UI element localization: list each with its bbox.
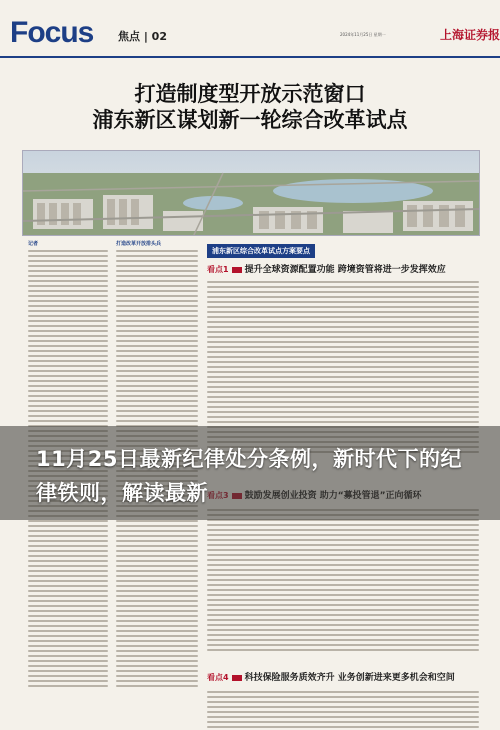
section-label: 焦点 | 02 (118, 30, 167, 43)
brand-name: 上海证券报 (440, 28, 500, 42)
subhead-1-text: 提升全球资源配置功能 跨境资管将进一步发挥效应 (244, 265, 446, 275)
banner-title: 11月25日最新纪律处分条例，新时代下的纪律铁则，解读最新 (36, 447, 462, 505)
subhead-1-num: 看点1 (207, 265, 229, 274)
newspaper-logo: Focus (10, 16, 94, 49)
dateline: 2024年11月25日 星期一 (340, 32, 386, 37)
subhead-4 (207, 670, 455, 683)
subhead-4-marker (232, 675, 242, 681)
aerial-photo (22, 150, 480, 236)
masthead (0, 0, 500, 58)
headline-line1: 打造制度型开放示范窗口 (134, 82, 366, 106)
subhead-4-text: 科技保险服务质效齐升 业务创新进来更多机会和空间 (244, 673, 455, 683)
aerial-city-image (23, 151, 480, 236)
subhead-4-num: 看点4 (207, 673, 229, 682)
headline-line2: 浦东新区谋划新一轮综合改革试点 (92, 108, 408, 132)
middle-column-header: 打造改革开放排头兵 (116, 241, 162, 247)
right-panel-body-middle (207, 506, 479, 654)
left-column-byline: 记者 (28, 241, 39, 247)
panel-title: 浦东新区综合改革试点方案要点 (207, 244, 315, 258)
subhead-1 (207, 262, 446, 275)
right-panel-body-bottom (207, 688, 479, 730)
subhead-1-marker (232, 267, 242, 273)
